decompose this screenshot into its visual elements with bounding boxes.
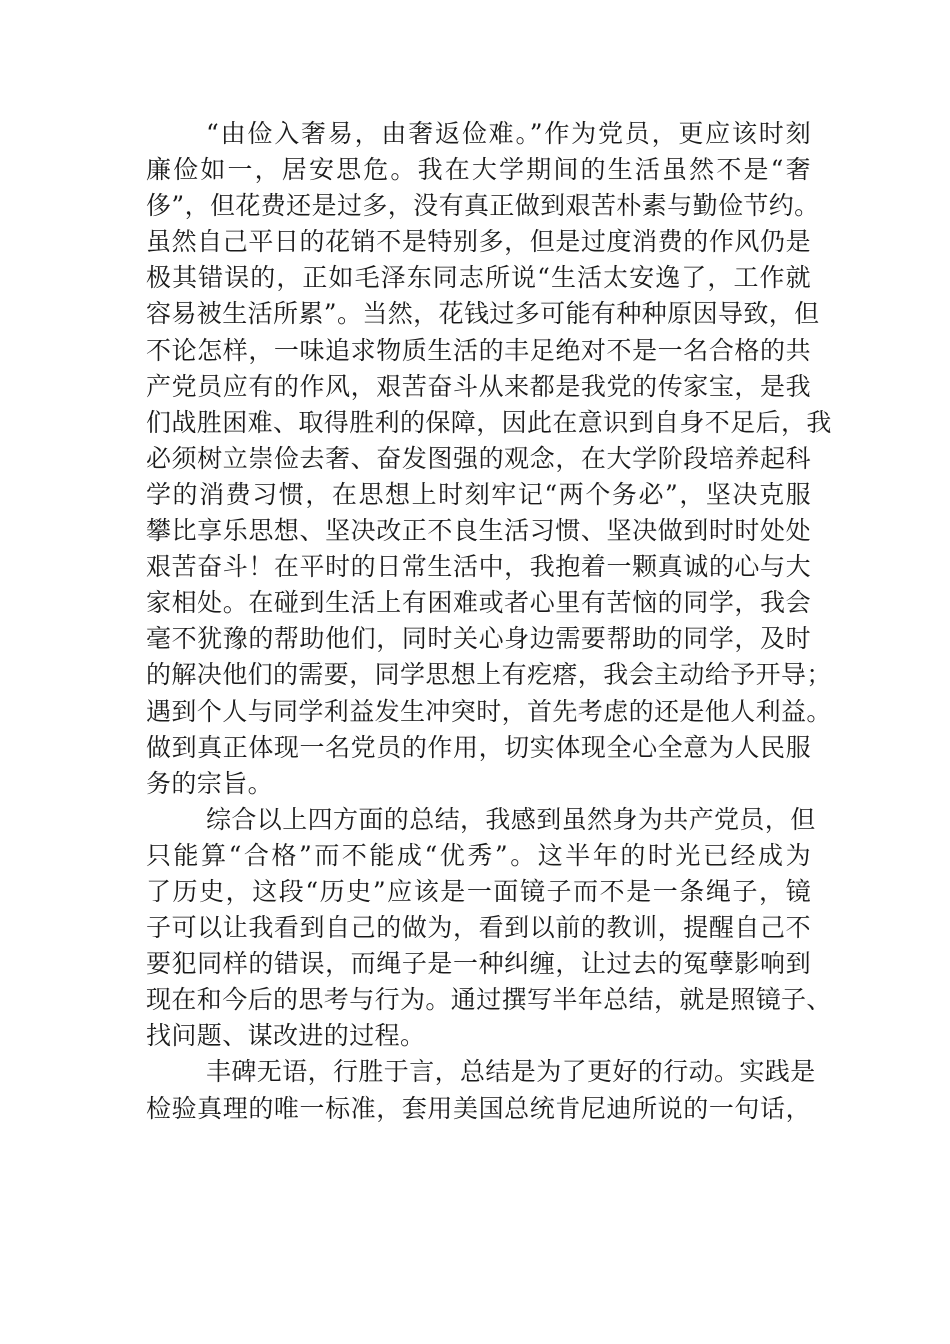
- text-line: 们战胜困难、取得胜利的保障，因此在意识到自身不足后，我: [146, 407, 832, 437]
- text-line: 找问题、谋改进的过程。: [146, 1021, 426, 1051]
- paragraph-action: [146, 1054, 816, 1126]
- text-line: 综合以上四方面的总结，我感到虽然身为共产党员，但: [206, 804, 816, 834]
- text-line: 务的宗旨。: [146, 768, 274, 798]
- text-line: 遇到个人与同学利益发生冲突时，首先考虑的还是他人利益。: [146, 696, 832, 726]
- text-line: 了历史，这段“历史”应该是一面镜子而不是一条绳子，镜: [146, 876, 811, 906]
- paragraph-summary: [146, 802, 832, 1055]
- paragraph-thrift: [146, 116, 832, 802]
- text-line: 必须树立崇俭去奢、奋发图强的观念，在大学阶段培养起科: [146, 443, 811, 473]
- text-line: 极其错误的，正如毛泽东同志所说“生活太安逸了，工作就: [146, 263, 811, 293]
- text-line: 家相处。在碰到生活上有困难或者心里有苦恼的同学，我会: [146, 588, 811, 618]
- text-line: 廉俭如一，居安思危。我在大学期间的生活虽然不是“奢: [146, 155, 811, 185]
- text-line: “由俭入奢易，由奢返俭难。”作为党员，更应该时刻: [206, 119, 811, 148]
- text-line: 做到真正体现一名党员的作用，切实体现全心全意为人民服: [146, 732, 811, 762]
- text-line: 现在和今后的思考与行为。通过撰写半年总结，就是照镜子、: [146, 985, 832, 1015]
- text-line: 攀比享乐思想、坚决改正不良生活习惯、坚决做到时时处处: [146, 516, 811, 546]
- document-body: [146, 116, 832, 1127]
- text-line: 产党员应有的作风，艰苦奋斗从来都是我党的传家宝，是我: [146, 371, 811, 401]
- text-line: 虽然自己平日的花销不是特别多，但是过度消费的作风仍是: [146, 227, 811, 257]
- text-line: 只能算“合格”而不能成“优秀”。这半年的时光已经成为: [146, 840, 811, 870]
- text-line: 的解决他们的需要，同学思想上有疙瘩，我会主动给予开导；: [146, 660, 832, 690]
- text-line: 子可以让我看到自己的做为，看到以前的教训，提醒自己不: [146, 913, 811, 943]
- text-line: 丰碑无语，行胜于言，总结是为了更好的行动。实践是: [206, 1057, 816, 1087]
- text-line: 检验真理的唯一标准，套用美国总统肯尼迪所说的一句话，: [146, 1093, 811, 1123]
- text-line: 艰苦奋斗！在平时的日常生活中，我抱着一颗真诚的心与大: [146, 552, 811, 582]
- text-line: 侈”，但花费还是过多，没有真正做到艰苦朴素与勤俭节约。: [146, 191, 820, 221]
- text-line: 要犯同样的错误，而绳子是一种纠缠，让过去的冤孽影响到: [146, 949, 811, 979]
- text-line: 容易被生活所累”。当然，花钱过多可能有种种原因导致，但: [146, 299, 820, 329]
- text-line: 毫不犹豫的帮助他们，同时关心身边需要帮助的同学，及时: [146, 624, 811, 654]
- text-line: 学的消费习惯，在思想上时刻牢记“两个务必”，坚决克服: [146, 479, 811, 509]
- text-line: 不论怎样，一味追求物质生活的丰足绝对不是一名合格的共: [146, 335, 811, 365]
